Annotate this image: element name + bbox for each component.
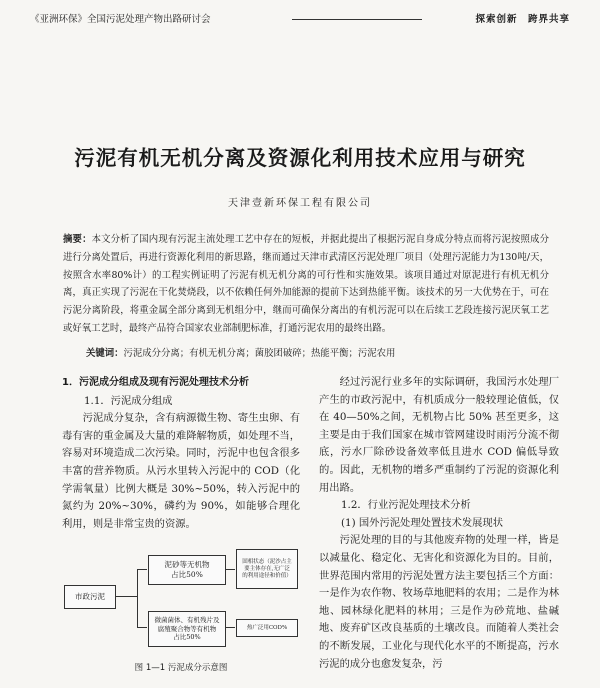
section-heading-1: 1．污泥成分组成及现有污泥处理技术分析 [62,377,249,388]
figure-connector [137,627,147,628]
header-rule [292,19,422,20]
figure-inorganic-box: 泥砂等无机物 占比50% [148,555,226,585]
keywords-label: 关键词： [86,348,124,359]
subsection-heading-1-1: 1.1．污泥成分组成 [84,394,173,407]
paragraph: 污泥处理的目的与其他废弃物的处理一样，皆是以减量化、稳定化、无害化和资源化为目的。目前，世界范围内常用的污泥处置方法主要包括三个方面：一是作为农作物、牧场草地肥料的农用；二是作为林地、园林绿化肥料的林用；三是作为砂荒地、盐碱地、废弃矿区改良基质的土壤改良。而随着人类社会的不断发展，工业化与现代化水平的不断提高，污水污泥的成分也愈发复杂，污 [319,534,559,670]
figure-organic-note: 热广泛用COD% [236,619,298,637]
figure-source-box: 市政污泥 [64,585,116,609]
figure-connector [225,569,235,570]
abstract-text: 本文分析了国内现有污泥主流处理工艺中存在的短板，并据此提出了根据污泥自身成分特点而将污泥按照成分进行分离处置后，再进行资源化利用的新思路，继而通过天津市武清区污泥处理厂项目（处理污泥能力为130吨/天，按照含水率80%计）的工程实例证明了污泥有机无机分离的可行性和实施效果。该项目通过对原泥进行有机无机分离，真正实现了污泥在干化焚烧段，以不依赖任何外加能源的提前下达到热能平衡。该技术的另一大优势在于，可在污泥分离阶段，将重金属全部分离到无机组分中，继而可确保分离出的有机污泥可以在后续工艺段连接污泥厌氧工艺或好氧工艺时，最终产品符合国家农业部制肥标准，打通污泥农用的最终出路。 [63,234,549,334]
subsection-heading-1-2: 1.2．行业污泥处理技术分析 [341,499,471,512]
figure-sludge-composition [62,541,302,659]
figure-inorganic-note: 固相状态（泥沙占主 要主体存在,无广泛 的利用途径和价值） [236,549,298,589]
header-journal: 《亚洲环保》全国污泥处理产物出路研讨会 [30,14,211,25]
header-slogan: 探索创新 跨界共享 [475,14,570,25]
affiliation: 天津壹新环保工程有限公司 [228,198,372,209]
keywords [86,345,556,359]
running-header [30,11,570,27]
right-column [319,374,559,673]
abstract-label: 摘要： [63,234,92,245]
subsection-heading-1-2-1: (1) 国外污泥处理处置技术发展现状 [341,516,504,529]
paper-title: 污泥有机无机分离及资源化利用技术应用与研究 [74,146,526,170]
paragraph: 经过污泥行业多年的实际调研，我国污水处理厂产生的市政污泥中，有机质成分一般较理论值低，仅在 40—50%之间，无机物占比 50% 甚至更多，这主要是由于我们国家在城市管网建设时雨污分流不彻底，污水厂除砂设备效率低且进水 COD 偏低导致的。因此，无机物的增多严重制约了污泥的资源化利用出路。 [319,376,559,494]
keywords-text: 污泥成分分离；有机无机分离；菌胶团破碎；热能平衡；污泥农用 [123,348,396,359]
figure-connector [137,569,147,570]
figure-connector [137,569,138,627]
paragraph: 污泥成分复杂，含有病源微生物、寄生虫卵、有毒有害的重金属及大量的难降解物质，如处理不当，容易对环境造成二次污染。同时，污泥中也包含很多丰富的营养物质。从污水里转入污泥中的 COD（化学需氧量）比例大概是 30%~50%，转入污泥中的氮约为 20%~30%，磷约为 90%，如能够合理化利用，则是非常宝贵的资源。 [62,412,300,530]
figure-organic-box: 微菌菌体、有机残片及 腐殖聚合物等有机物 占比50% [148,611,226,647]
abstract [63,231,549,338]
left-column [62,374,300,533]
figure-caption: 图 1—1 污泥成分示意图 [134,663,228,673]
figure-connector [115,596,137,597]
figure-connector [225,627,235,628]
